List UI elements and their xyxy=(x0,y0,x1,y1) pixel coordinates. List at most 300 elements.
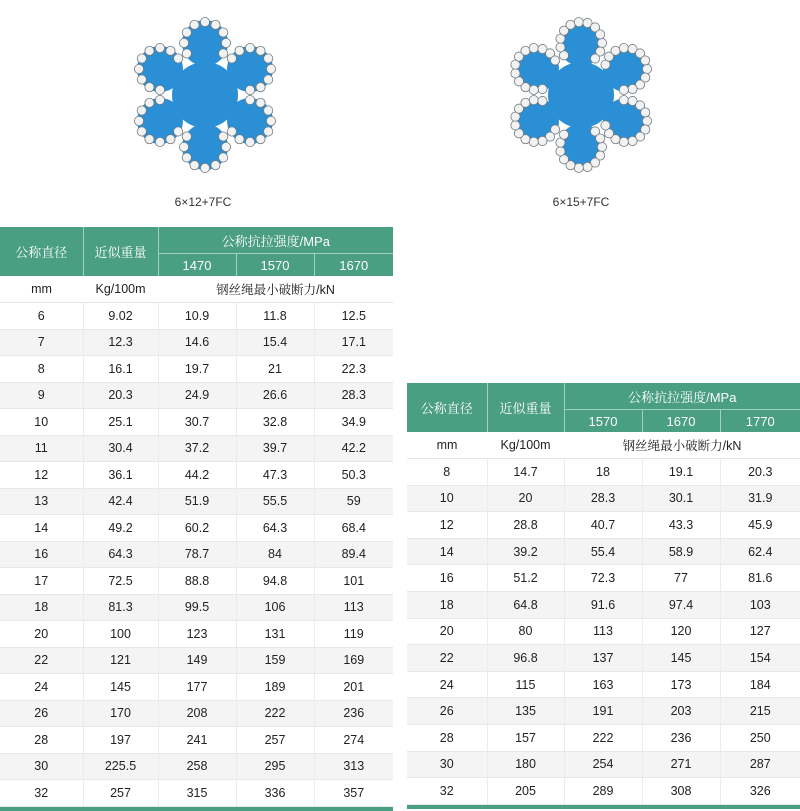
table-row xyxy=(407,618,800,645)
steel-wire xyxy=(219,49,228,58)
cell-breaking-force: 37.2 xyxy=(158,435,236,462)
steel-wire xyxy=(155,43,164,52)
cell-weight: 197 xyxy=(83,727,158,754)
rope-cross-section-6x15-diagram xyxy=(496,10,666,180)
steel-wire xyxy=(179,142,188,151)
table-row xyxy=(407,645,800,672)
header-tensile-strength: 公称抗拉强度/MPa xyxy=(158,227,393,254)
strand-core xyxy=(232,103,268,139)
cell-breaking-force: 177 xyxy=(158,674,236,701)
table-row xyxy=(0,753,393,780)
cell-weight: 39.2 xyxy=(487,538,564,565)
steel-wire xyxy=(583,162,592,171)
steel-wire xyxy=(221,38,230,47)
cell-breaking-force: 78.7 xyxy=(158,541,236,568)
table-row xyxy=(407,751,800,778)
cell-diameter: 16 xyxy=(407,565,487,592)
table-row xyxy=(407,724,800,751)
cell-weight: 96.8 xyxy=(487,645,564,672)
cell-diameter: 32 xyxy=(407,778,487,805)
cell-weight: 9.02 xyxy=(83,303,158,330)
steel-wire xyxy=(521,98,530,107)
cell-weight: 12.3 xyxy=(83,329,158,356)
cell-breaking-force: 68.4 xyxy=(314,515,393,542)
steel-wire xyxy=(235,46,244,55)
cell-breaking-force: 106 xyxy=(236,594,314,621)
cell-breaking-force: 88.8 xyxy=(158,568,236,595)
table-row xyxy=(0,541,393,568)
cell-breaking-force: 215 xyxy=(720,698,800,725)
cell-diameter: 14 xyxy=(407,538,487,565)
cell-breaking-force: 34.9 xyxy=(314,409,393,436)
steel-wire xyxy=(556,147,565,156)
steel-wire xyxy=(529,96,538,105)
cell-diameter: 16 xyxy=(0,541,83,568)
steel-wire xyxy=(256,98,265,107)
steel-wire xyxy=(145,135,154,144)
cell-breaking-force: 97.4 xyxy=(642,591,720,618)
steel-wire xyxy=(182,153,191,162)
cell-weight: 100 xyxy=(83,621,158,648)
steel-wire xyxy=(245,43,254,52)
cell-breaking-force: 18 xyxy=(564,459,642,486)
table-row xyxy=(0,409,393,436)
steel-wire xyxy=(628,84,637,93)
header-grade: 1670 xyxy=(314,254,393,277)
cell-breaking-force: 236 xyxy=(642,724,720,751)
cell-breaking-force: 91.6 xyxy=(564,591,642,618)
cell-breaking-force: 127 xyxy=(720,618,800,645)
cell-breaking-force: 287 xyxy=(720,751,800,778)
rope-caption-left: 6×12+7FC xyxy=(174,195,232,209)
steel-wire xyxy=(145,46,154,55)
cell-breaking-force: 47.3 xyxy=(236,462,314,489)
cell-weight: 64.3 xyxy=(83,541,158,568)
steel-wire xyxy=(574,18,583,27)
strand-core xyxy=(142,51,178,87)
steel-wire xyxy=(538,136,547,145)
cell-breaking-force: 24.9 xyxy=(158,382,236,409)
table-row xyxy=(407,778,800,805)
steel-wire xyxy=(628,136,637,145)
cell-breaking-force: 21 xyxy=(236,356,314,383)
cell-breaking-force: 191 xyxy=(564,698,642,725)
steel-wire xyxy=(219,153,228,162)
steel-wire xyxy=(182,28,191,37)
cell-breaking-force: 31.9 xyxy=(720,485,800,512)
strand-core xyxy=(142,103,178,139)
cell-weight: 36.1 xyxy=(83,462,158,489)
cell-breaking-force: 123 xyxy=(158,621,236,648)
header-grade: 1770 xyxy=(720,410,800,433)
cell-breaking-force: 208 xyxy=(158,700,236,727)
cell-breaking-force: 45.9 xyxy=(720,512,800,539)
cell-breaking-force: 94.8 xyxy=(236,568,314,595)
steel-wire xyxy=(529,44,538,53)
cell-breaking-force: 32.8 xyxy=(236,409,314,436)
steel-wire xyxy=(619,137,628,146)
steel-wire xyxy=(137,106,146,115)
cell-breaking-force: 40.7 xyxy=(564,512,642,539)
table-row xyxy=(0,727,393,754)
steel-wire xyxy=(179,38,188,47)
unit-kg-per-100m: Kg/100m xyxy=(487,432,564,459)
table-footer-bar xyxy=(407,804,800,809)
header-grade: 1470 xyxy=(158,254,236,277)
cell-diameter: 32 xyxy=(0,780,83,807)
table-row xyxy=(407,485,800,512)
steel-wire xyxy=(182,132,191,141)
cell-diameter: 26 xyxy=(407,698,487,725)
steel-wire xyxy=(556,43,565,52)
cell-weight: 205 xyxy=(487,778,564,805)
cell-weight: 14.7 xyxy=(487,459,564,486)
cell-breaking-force: 313 xyxy=(314,753,393,780)
cell-weight: 49.2 xyxy=(83,515,158,542)
table-row xyxy=(0,462,393,489)
cell-diameter: 14 xyxy=(0,515,83,542)
cell-breaking-force: 222 xyxy=(236,700,314,727)
steel-wire xyxy=(166,135,175,144)
unit-kg-per-100m: Kg/100m xyxy=(83,276,158,303)
steel-wire xyxy=(155,95,164,104)
cell-breaking-force: 184 xyxy=(720,671,800,698)
table-footer-bar xyxy=(0,806,393,811)
cell-diameter: 13 xyxy=(0,488,83,515)
cell-breaking-force: 203 xyxy=(642,698,720,725)
steel-wire xyxy=(221,142,230,151)
table-row xyxy=(0,488,393,515)
steel-wire xyxy=(551,56,560,65)
cell-weight: 42.4 xyxy=(83,488,158,515)
header-approx-weight: 近似重量 xyxy=(83,227,158,276)
cell-diameter: 8 xyxy=(407,459,487,486)
cell-breaking-force: 22.3 xyxy=(314,356,393,383)
header-tensile-strength: 公称抗拉强度/MPa xyxy=(564,383,800,410)
cell-breaking-force: 103 xyxy=(720,591,800,618)
cell-weight: 51.2 xyxy=(487,565,564,592)
cell-weight: 28.8 xyxy=(487,512,564,539)
steel-wire xyxy=(155,85,164,94)
steel-wire xyxy=(137,127,146,136)
steel-wire xyxy=(174,127,183,136)
cell-breaking-force: 55.5 xyxy=(236,488,314,515)
table-row xyxy=(0,594,393,621)
cell-breaking-force: 12.5 xyxy=(314,303,393,330)
cell-weight: 20 xyxy=(487,485,564,512)
cell-weight: 115 xyxy=(487,671,564,698)
cell-weight: 72.5 xyxy=(83,568,158,595)
cell-breaking-force: 99.5 xyxy=(158,594,236,621)
cell-diameter: 22 xyxy=(407,645,487,672)
cell-breaking-force: 120 xyxy=(642,618,720,645)
cell-diameter: 28 xyxy=(407,724,487,751)
header-approx-weight: 近似重量 xyxy=(487,383,564,432)
spec-table-6x12 xyxy=(0,227,393,811)
rope-caption-right: 6×15+7FC xyxy=(552,195,610,209)
steel-wire xyxy=(190,161,199,170)
cell-weight: 64.8 xyxy=(487,591,564,618)
cell-breaking-force: 28.3 xyxy=(314,382,393,409)
table-row xyxy=(0,568,393,595)
steel-wire xyxy=(597,142,606,151)
steel-wire xyxy=(256,46,265,55)
steel-wire xyxy=(264,127,273,136)
cell-breaking-force: 15.4 xyxy=(236,329,314,356)
steel-wire xyxy=(511,69,520,78)
cell-breaking-force: 250 xyxy=(720,724,800,751)
steel-wire xyxy=(521,46,530,55)
unit-min-breaking-force: 钢丝绳最小破断力/kN xyxy=(564,432,800,459)
cell-diameter: 10 xyxy=(0,409,83,436)
cell-breaking-force: 295 xyxy=(236,753,314,780)
steel-wire xyxy=(641,56,650,65)
steel-wire xyxy=(145,83,154,92)
cell-diameter: 12 xyxy=(0,462,83,489)
header-grade: 1570 xyxy=(236,254,314,277)
cell-weight: 20.3 xyxy=(83,382,158,409)
table-row xyxy=(0,621,393,648)
cell-weight: 25.1 xyxy=(83,409,158,436)
cell-breaking-force: 11.8 xyxy=(236,303,314,330)
steel-wire xyxy=(511,121,520,130)
cell-breaking-force: 254 xyxy=(564,751,642,778)
header-grade: 1570 xyxy=(564,410,642,433)
cell-breaking-force: 201 xyxy=(314,674,393,701)
cell-diameter: 18 xyxy=(407,591,487,618)
cell-breaking-force: 62.4 xyxy=(720,538,800,565)
cell-breaking-force: 30.7 xyxy=(158,409,236,436)
cell-diameter: 6 xyxy=(0,303,83,330)
cell-breaking-force: 60.2 xyxy=(158,515,236,542)
strand-core xyxy=(232,51,268,87)
table-row xyxy=(0,700,393,727)
cell-breaking-force: 17.1 xyxy=(314,329,393,356)
steel-wire xyxy=(219,132,228,141)
header-grade: 1670 xyxy=(642,410,720,433)
steel-wire xyxy=(611,46,620,55)
table-row xyxy=(407,565,800,592)
cell-breaking-force: 44.2 xyxy=(158,462,236,489)
cell-breaking-force: 336 xyxy=(236,780,314,807)
steel-wire xyxy=(264,75,273,84)
cell-breaking-force: 222 xyxy=(564,724,642,751)
steel-wire xyxy=(256,135,265,144)
table-row xyxy=(407,459,800,486)
steel-wire xyxy=(264,106,273,115)
steel-wire xyxy=(538,84,547,93)
strand-core xyxy=(187,25,223,61)
steel-wire xyxy=(619,96,628,105)
cell-breaking-force: 241 xyxy=(158,727,236,754)
steel-wire xyxy=(134,116,143,125)
cell-breaking-force: 308 xyxy=(642,778,720,805)
steel-wire xyxy=(266,116,275,125)
cell-breaking-force: 289 xyxy=(564,778,642,805)
cell-weight: 80 xyxy=(487,618,564,645)
steel-wire xyxy=(590,54,599,63)
cell-diameter: 20 xyxy=(0,621,83,648)
cell-weight: 225.5 xyxy=(83,753,158,780)
cell-breaking-force: 154 xyxy=(720,645,800,672)
steel-wire xyxy=(200,17,209,26)
cell-weight: 170 xyxy=(83,700,158,727)
cell-diameter: 22 xyxy=(0,647,83,674)
cell-diameter: 9 xyxy=(0,382,83,409)
table-row xyxy=(407,512,800,539)
cell-breaking-force: 28.3 xyxy=(564,485,642,512)
cell-breaking-force: 77 xyxy=(642,565,720,592)
table-row xyxy=(0,674,393,701)
cell-breaking-force: 42.2 xyxy=(314,435,393,462)
cell-diameter: 26 xyxy=(0,700,83,727)
table-row xyxy=(407,671,800,698)
cell-breaking-force: 113 xyxy=(314,594,393,621)
cell-breaking-force: 81.6 xyxy=(720,565,800,592)
steel-wire xyxy=(619,85,628,94)
cell-breaking-force: 326 xyxy=(720,778,800,805)
cell-breaking-force: 64.3 xyxy=(236,515,314,542)
steel-wire xyxy=(155,137,164,146)
cell-weight: 30.4 xyxy=(83,435,158,462)
header-nominal-diameter: 公称直径 xyxy=(0,227,83,276)
cell-breaking-force: 50.3 xyxy=(314,462,393,489)
cell-breaking-force: 357 xyxy=(314,780,393,807)
cell-diameter: 10 xyxy=(407,485,487,512)
steel-wire xyxy=(641,108,650,117)
cell-breaking-force: 30.1 xyxy=(642,485,720,512)
cell-breaking-force: 137 xyxy=(564,645,642,672)
cell-diameter: 30 xyxy=(0,753,83,780)
cell-diameter: 8 xyxy=(0,356,83,383)
strand-core xyxy=(187,129,223,165)
cell-breaking-force: 19.7 xyxy=(158,356,236,383)
steel-wire xyxy=(597,38,606,47)
cell-breaking-force: 271 xyxy=(642,751,720,778)
cell-breaking-force: 113 xyxy=(564,618,642,645)
steel-wire xyxy=(245,85,254,94)
steel-wire xyxy=(566,20,575,29)
cell-breaking-force: 257 xyxy=(236,727,314,754)
cell-breaking-force: 189 xyxy=(236,674,314,701)
cell-weight: 157 xyxy=(487,724,564,751)
steel-wire xyxy=(227,127,236,136)
steel-wire xyxy=(619,44,628,53)
steel-wire xyxy=(137,54,146,63)
steel-wire xyxy=(559,130,568,139)
cell-breaking-force: 119 xyxy=(314,621,393,648)
cell-breaking-force: 72.3 xyxy=(564,565,642,592)
steel-wire xyxy=(190,20,199,29)
table-row xyxy=(407,591,800,618)
cell-diameter: 18 xyxy=(0,594,83,621)
cell-breaking-force: 39.7 xyxy=(236,435,314,462)
cell-weight: 145 xyxy=(83,674,158,701)
cell-weight: 180 xyxy=(487,751,564,778)
cell-breaking-force: 145 xyxy=(642,645,720,672)
cell-diameter: 7 xyxy=(0,329,83,356)
unit-mm: mm xyxy=(0,276,83,303)
cell-weight: 16.1 xyxy=(83,356,158,383)
cell-breaking-force: 59 xyxy=(314,488,393,515)
steel-wire xyxy=(642,64,651,73)
table-row xyxy=(0,382,393,409)
unit-min-breaking-force: 钢丝绳最小破断力/kN xyxy=(158,276,393,303)
steel-wire xyxy=(227,54,236,63)
steel-wire xyxy=(145,98,154,107)
cell-breaking-force: 14.6 xyxy=(158,329,236,356)
steel-wire xyxy=(601,121,610,130)
steel-wire xyxy=(174,54,183,63)
steel-wire xyxy=(266,64,275,73)
cell-weight: 135 xyxy=(487,698,564,725)
steel-wire xyxy=(211,20,220,29)
cell-breaking-force: 26.6 xyxy=(236,382,314,409)
header-nominal-diameter: 公称直径 xyxy=(407,383,487,432)
steel-wire xyxy=(235,135,244,144)
steel-wire xyxy=(219,28,228,37)
cell-diameter: 12 xyxy=(407,512,487,539)
table-row xyxy=(0,780,393,807)
table-row xyxy=(0,515,393,542)
cell-diameter: 24 xyxy=(0,674,83,701)
cell-diameter: 11 xyxy=(0,435,83,462)
steel-wire xyxy=(200,163,209,172)
steel-wire xyxy=(529,137,538,146)
steel-wire xyxy=(245,95,254,104)
cell-breaking-force: 101 xyxy=(314,568,393,595)
cell-breaking-force: 58.9 xyxy=(642,538,720,565)
table-row xyxy=(0,303,393,330)
cell-breaking-force: 43.3 xyxy=(642,512,720,539)
table-row xyxy=(407,538,800,565)
cell-breaking-force: 173 xyxy=(642,671,720,698)
cell-diameter: 24 xyxy=(407,671,487,698)
cell-weight: 257 xyxy=(83,780,158,807)
steel-wire xyxy=(166,46,175,55)
steel-wire xyxy=(245,137,254,146)
cell-breaking-force: 84 xyxy=(236,541,314,568)
cell-diameter: 17 xyxy=(0,568,83,595)
table-row xyxy=(0,356,393,383)
unit-mm: mm xyxy=(407,432,487,459)
cell-breaking-force: 10.9 xyxy=(158,303,236,330)
table-row xyxy=(0,647,393,674)
spec-table-6x15 xyxy=(407,383,800,809)
cell-diameter: 30 xyxy=(407,751,487,778)
cell-breaking-force: 169 xyxy=(314,647,393,674)
steel-wire xyxy=(256,83,265,92)
cell-breaking-force: 315 xyxy=(158,780,236,807)
cell-diameter: 20 xyxy=(407,618,487,645)
steel-wire xyxy=(538,96,547,105)
cell-breaking-force: 19.1 xyxy=(642,459,720,486)
steel-wire xyxy=(182,49,191,58)
cell-diameter: 28 xyxy=(0,727,83,754)
cell-breaking-force: 163 xyxy=(564,671,642,698)
cell-breaking-force: 159 xyxy=(236,647,314,674)
steel-wire xyxy=(596,30,605,39)
steel-wire xyxy=(529,85,538,94)
cell-weight: 81.3 xyxy=(83,594,158,621)
cell-breaking-force: 274 xyxy=(314,727,393,754)
table-row xyxy=(407,698,800,725)
steel-wire xyxy=(137,75,146,84)
cell-breaking-force: 131 xyxy=(236,621,314,648)
cell-breaking-force: 55.4 xyxy=(564,538,642,565)
table-row xyxy=(0,329,393,356)
steel-wire xyxy=(134,64,143,73)
